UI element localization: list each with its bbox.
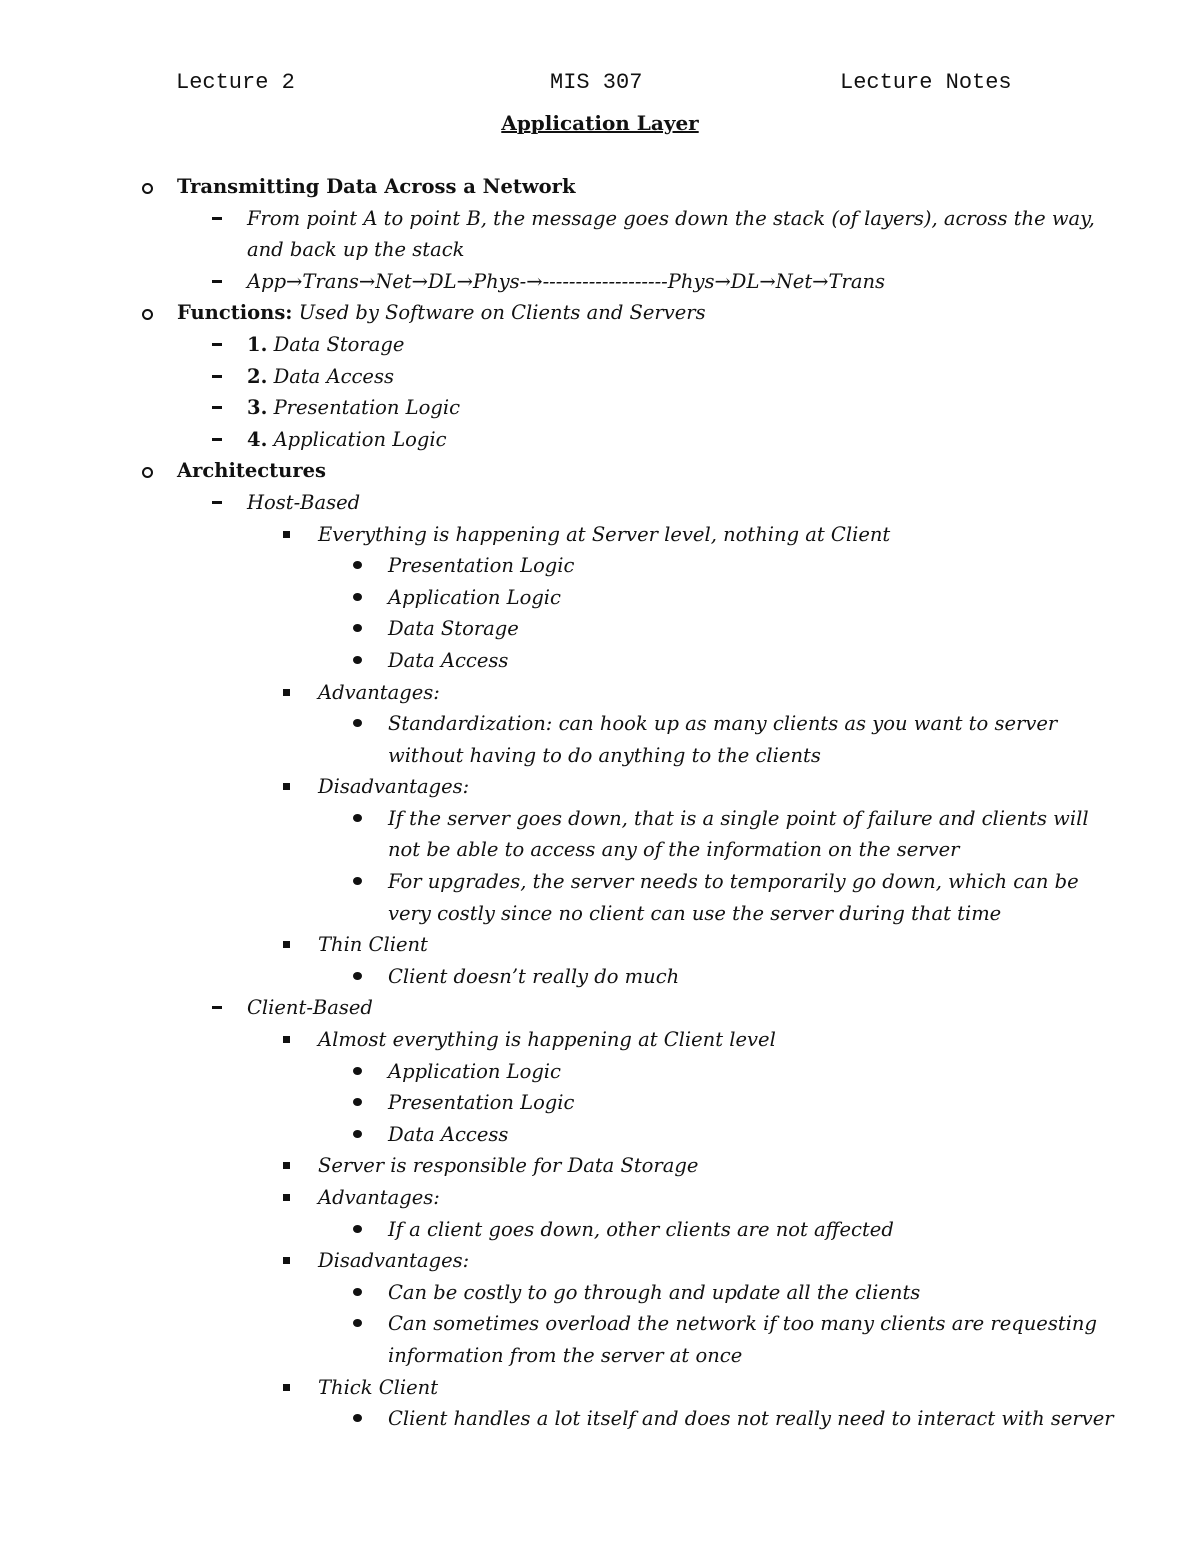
outline-item-italic-text: Application Logic: [273, 427, 447, 451]
outline-line-continuation: [0, 234, 1200, 266]
outline-item-text: [388, 550, 574, 582]
outline-item-bold-text: 3.: [247, 396, 268, 420]
outline-item-text: [318, 1372, 438, 1404]
outline-item-text: [388, 582, 561, 614]
round-bullet-icon: [353, 1277, 367, 1309]
outline-line-continuation: [0, 1340, 1200, 1372]
outline-item-italic-text: and back up the stack: [247, 238, 465, 262]
round-bullet-icon: [353, 1056, 367, 1088]
notes-outline: [0, 171, 1200, 1435]
outline-item-level-4: [0, 550, 1200, 582]
outline-item-level-4: [0, 1087, 1200, 1119]
dash-bullet-icon: [212, 392, 226, 424]
outline-item-text: [388, 1340, 742, 1372]
outline-item-text: [388, 1119, 508, 1151]
square-bullet-icon: [283, 929, 297, 961]
outline-item-italic-text: If a client goes down, other clients are not affected: [388, 1217, 894, 1241]
outline-item-italic-text: Disadvantages:: [318, 1249, 470, 1273]
outline-item-text: [318, 929, 428, 961]
outline-item-level-2: [0, 203, 1200, 235]
outline-item-italic-text: not be able to access any of the information on the server: [388, 838, 960, 862]
outline-item-text: [318, 771, 469, 803]
outline-item-italic-text: From point A to point B, the message goes down the stack (of layers), across the way,: [247, 206, 1095, 230]
outline-item-italic-text: without having to do anything to the clients: [388, 743, 821, 767]
outline-item-italic-text: Can be costly to go through and update all the clients: [388, 1280, 921, 1304]
outline-item-italic-text: Data Storage: [273, 332, 405, 356]
square-bullet-icon: [283, 771, 297, 803]
outline-item-italic-text: Server is responsible for Data Storage: [318, 1154, 699, 1178]
square-bullet-icon: [283, 519, 297, 551]
outline-item-text: [247, 329, 404, 361]
outline-item-italic-text: Disadvantages:: [318, 775, 470, 799]
outline-item-italic-text: Used by Software on Clients and Servers: [298, 301, 706, 325]
outline-item-italic-text: Advantages:: [318, 1186, 440, 1209]
outline-item-text: [318, 1182, 440, 1214]
outline-item-level-3: [0, 1245, 1200, 1277]
outline-item-text: [388, 866, 1079, 898]
outline-item-level-3: [0, 519, 1200, 551]
outline-item-bold-text: Functions:: [177, 301, 293, 325]
page-header: [0, 70, 1200, 100]
outline-item-italic-text: Data Storage: [388, 617, 519, 641]
outline-item-level-3: [0, 1024, 1200, 1056]
dash-bullet-icon: [212, 992, 226, 1024]
page-title: Application Layer: [501, 111, 699, 135]
outline-item-level-4: [0, 803, 1200, 835]
outline-item-italic-text: very costly since no client can use the server during that time: [388, 901, 1002, 925]
dash-bullet-icon: [212, 487, 226, 519]
outline-item-bold-text: 4.: [247, 427, 268, 451]
outline-item-text: [247, 392, 460, 424]
outline-item-level-4: [0, 708, 1200, 740]
outline-item-text: [247, 424, 447, 456]
outline-item-text: [247, 487, 360, 519]
outline-item-level-4: [0, 582, 1200, 614]
outline-item-level-4: [0, 645, 1200, 677]
outline-item-level-4: [0, 1277, 1200, 1309]
dash-bullet-icon: [212, 424, 226, 456]
outline-item-text: [388, 1056, 561, 1088]
outline-item-level-3: [0, 1182, 1200, 1214]
outline-item-italic-text: Client doesn’t really do much: [388, 964, 680, 988]
outline-item-italic-text: If the server goes down, that is a single point of failure and clients will: [388, 806, 1089, 830]
outline-item-text: [388, 740, 821, 772]
outline-item-italic-text: Application Logic: [388, 585, 561, 609]
outline-item-text: [388, 645, 508, 677]
outline-item-level-4: [0, 1214, 1200, 1246]
outline-item-level-3: [0, 1150, 1200, 1182]
outline-item-italic-text: Almost everything is happening at Client level: [318, 1028, 776, 1052]
outline-item-italic-text: Presentation Logic: [388, 1091, 575, 1115]
outline-item-text: [247, 203, 1095, 235]
hollow-circle-bullet-icon: [142, 171, 156, 203]
round-bullet-icon: [353, 1214, 367, 1246]
hollow-circle-bullet-icon: [142, 455, 156, 487]
round-bullet-icon: [353, 1403, 367, 1435]
outline-item-text: [247, 234, 465, 266]
outline-item-level-4: [0, 961, 1200, 993]
outline-item-text: [177, 455, 326, 487]
outline-item-level-3: [0, 1372, 1200, 1404]
outline-item-text: [247, 361, 394, 393]
outline-item-bold-text: Transmitting Data Across a Network: [177, 175, 576, 198]
round-bullet-icon: [353, 1119, 367, 1151]
outline-item-text: [247, 266, 885, 298]
outline-item-italic-text: Data Access: [388, 1122, 509, 1146]
outline-item-text: [388, 1308, 1097, 1340]
outline-item-text: [388, 803, 1089, 835]
outline-item-level-1: [0, 171, 1200, 203]
outline-item-text: [388, 1277, 920, 1309]
outline-item-text: [388, 1087, 574, 1119]
round-bullet-icon: [353, 645, 367, 677]
outline-item-text: [318, 1245, 469, 1277]
outline-item-level-4: [0, 1056, 1200, 1088]
outline-item-italic-text: Presentation Logic: [388, 554, 575, 578]
outline-item-italic-text: Standardization: can hook up as many clients as you want to server: [388, 712, 1058, 736]
outline-item-italic-text: Thin Client: [318, 933, 428, 957]
dash-bullet-icon: [212, 203, 226, 235]
outline-item-text: [388, 1214, 894, 1246]
outline-item-text: [318, 1024, 776, 1056]
outline-item-level-3: [0, 677, 1200, 709]
outline-item-italic-text: Client-Based: [247, 996, 373, 1020]
square-bullet-icon: [283, 1182, 297, 1214]
outline-item-bold-text: 1.: [247, 332, 268, 356]
outline-item-italic-text: App→Trans→Net→DL→Phys-→-------------------Phys→DL→Net→Trans: [247, 269, 886, 293]
outline-line-continuation: [0, 740, 1200, 772]
outline-item-level-2: [0, 392, 1200, 424]
outline-item-text: [388, 898, 1001, 930]
outline-item-level-4: [0, 1308, 1200, 1340]
outline-item-italic-text: Data Access: [273, 364, 394, 388]
square-bullet-icon: [283, 677, 297, 709]
outline-item-text: [388, 708, 1057, 740]
outline-item-text: [247, 992, 373, 1024]
outline-item-text: [318, 1150, 698, 1182]
outline-item-level-2: [0, 992, 1200, 1024]
outline-item-italic-text: Thick Client: [318, 1375, 439, 1399]
outline-item-text: [177, 297, 706, 329]
outline-item-italic-text: Data Access: [388, 648, 509, 672]
outline-item-level-2: [0, 329, 1200, 361]
outline-item-level-3: [0, 771, 1200, 803]
outline-item-italic-text: Client handles a lot itself and does not really need to interact with server: [388, 1407, 1114, 1431]
header-lecture-number: Lecture 2: [176, 70, 295, 95]
outline-item-text: [388, 961, 679, 993]
outline-item-bold-text: 2.: [247, 364, 268, 388]
round-bullet-icon: [353, 1308, 367, 1340]
outline-item-text: [177, 171, 575, 203]
outline-item-level-1: [0, 455, 1200, 487]
outline-item-level-4: [0, 613, 1200, 645]
round-bullet-icon: [353, 613, 367, 645]
square-bullet-icon: [283, 1024, 297, 1056]
outline-item-level-2: [0, 266, 1200, 298]
square-bullet-icon: [283, 1245, 297, 1277]
outline-item-level-4: [0, 1403, 1200, 1435]
outline-item-italic-text: Presentation Logic: [273, 396, 461, 420]
dash-bullet-icon: [212, 266, 226, 298]
outline-item-text: [388, 613, 519, 645]
outline-item-italic-text: Can sometimes overload the network if too many clients are requesting: [388, 1312, 1097, 1336]
square-bullet-icon: [283, 1150, 297, 1182]
dash-bullet-icon: [212, 361, 226, 393]
round-bullet-icon: [353, 582, 367, 614]
outline-line-continuation: [0, 834, 1200, 866]
outline-item-text: [388, 834, 959, 866]
header-course-code: MIS 307: [550, 70, 643, 95]
outline-item-text: [318, 519, 890, 551]
outline-item-level-4: [0, 866, 1200, 898]
round-bullet-icon: [353, 961, 367, 993]
round-bullet-icon: [353, 1087, 367, 1119]
dash-bullet-icon: [212, 329, 226, 361]
outline-item-level-3: [0, 929, 1200, 961]
outline-item-italic-text: Everything is happening at Server level, nothing at Client: [318, 522, 891, 546]
outline-item-italic-text: Application Logic: [388, 1059, 561, 1083]
outline-item-bold-text: Architectures: [177, 459, 326, 483]
round-bullet-icon: [353, 803, 367, 835]
round-bullet-icon: [353, 866, 367, 898]
outline-item-italic-text: Advantages:: [318, 680, 440, 704]
hollow-circle-bullet-icon: [142, 297, 156, 329]
round-bullet-icon: [353, 708, 367, 740]
outline-item-italic-text: information from the server at once: [388, 1343, 743, 1367]
round-bullet-icon: [353, 550, 367, 582]
square-bullet-icon: [283, 1372, 297, 1404]
outline-item-italic-text: Host-Based: [247, 490, 361, 514]
outline-item-text: [318, 677, 440, 709]
outline-line-continuation: [0, 898, 1200, 930]
outline-item-level-2: [0, 424, 1200, 456]
outline-item-level-2: [0, 487, 1200, 519]
outline-item-text: [388, 1403, 1114, 1435]
header-document-type: Lecture Notes: [840, 70, 1012, 95]
outline-item-level-4: [0, 1119, 1200, 1151]
outline-item-level-1: [0, 297, 1200, 329]
outline-item-italic-text: For upgrades, the server needs to temporarily go down, which can be: [388, 870, 1079, 894]
outline-item-level-2: [0, 361, 1200, 393]
